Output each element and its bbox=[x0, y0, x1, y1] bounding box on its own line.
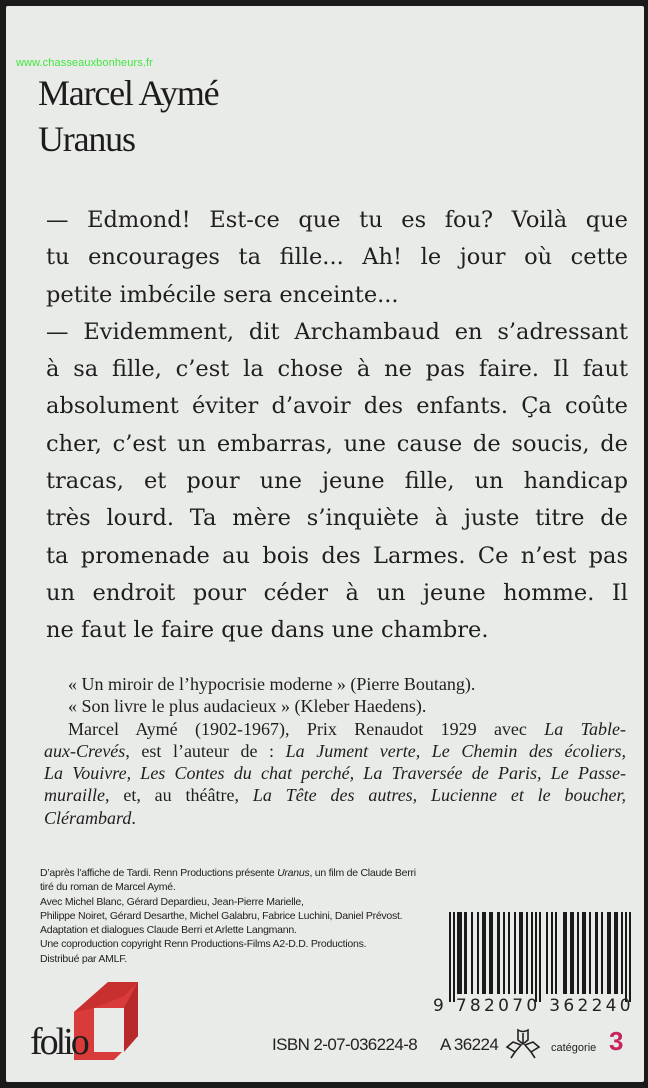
bio-work-title: La Tête des autres, Lucienne et le boucher, bbox=[252, 785, 626, 806]
bio-text: . bbox=[131, 807, 136, 828]
credits-line: Une coproduction copyright Renn Productions-Films A2-D.D. Productions. bbox=[40, 938, 367, 951]
review-quote: « Un miroir de l’hypocrisie moderne » (Pierre Boutang). bbox=[68, 674, 476, 694]
folio-logo-text: folio bbox=[30, 1021, 87, 1063]
bio-text: Marcel Aymé (1902-1967), Prix Renaudot 1929 avec bbox=[68, 718, 545, 739]
excerpt-line: très lourd. Ta mère s’inquiète à juste titre de bbox=[46, 505, 628, 532]
catalog-code: A 36224 bbox=[440, 1035, 499, 1054]
bio-work-title: La Jument verte, Le Chemin des écoliers, bbox=[285, 740, 626, 761]
isbn: ISBN 2-07-036224-8 bbox=[272, 1035, 418, 1054]
excerpt-line: tu encourages ta fille... Ah! le jour où cette bbox=[46, 244, 628, 271]
bio-work-title: Clérambard bbox=[44, 807, 132, 828]
excerpt-line: à sa fille, c’est la chose à ne pas faire. Il faut bbox=[46, 356, 628, 383]
review-quote: « Son livre le plus audacieux » (Kleber Haedens). bbox=[68, 696, 427, 717]
excerpt-passage bbox=[46, 202, 628, 650]
excerpt-line: — Edmond! Est-ce que tu es fou? Voilà que bbox=[46, 207, 628, 233]
credits-text: , un film de Claude Berri bbox=[309, 867, 416, 879]
excerpt-line: tracas, et pour une jeune fille, un handicap bbox=[46, 468, 628, 495]
excerpt-line: ne faut le faire que dans une chambre. bbox=[46, 617, 489, 644]
credits-text: D’après l’affiche de Tardi. Renn Productions présente bbox=[40, 867, 278, 879]
excerpt-line: cher, c’est un embarras, une cause de soucis, de bbox=[46, 430, 628, 457]
excerpt-line: ta promenade au bois des Larmes. Ce n’est pas bbox=[46, 542, 628, 569]
category-symbol-icon bbox=[505, 1028, 541, 1060]
author-name: Marcel Aymé bbox=[38, 73, 219, 113]
barcode bbox=[447, 912, 645, 1002]
barcode-digits: 9 782070 362240 bbox=[433, 996, 634, 1016]
excerpt-line: — Evidemment, dit Archambaud en s’adressant bbox=[46, 318, 628, 345]
excerpt-line: absolument éviter d’avoir des enfants. Ça coûte bbox=[46, 393, 628, 420]
credits-line: Philippe Noiret, Gérard Desarthe, Michel Galabru, Fabrice Luchini, Daniel Prévost. bbox=[40, 909, 403, 922]
bio-line bbox=[44, 762, 626, 784]
watermark-url: www.chasseauxbonheurs.fr bbox=[16, 57, 153, 69]
credits-line: Avec Michel Blanc, Gérard Depardieu, Jean-Pierre Marielle, bbox=[40, 895, 304, 908]
credits-line: Adaptation et dialogues Claude Berri et Arlette Langmann. bbox=[40, 924, 297, 937]
credits-line bbox=[40, 866, 460, 880]
bio-line bbox=[44, 784, 626, 806]
bio-work-title: La Vouivre, Les Contes du chat perché, La Traversée de Paris, Le Passe- bbox=[44, 763, 626, 784]
bio-work-title: muraille bbox=[44, 785, 105, 806]
book-title: Uranus bbox=[38, 119, 135, 159]
bio-line bbox=[44, 718, 626, 740]
bio-work-title: La Table- bbox=[544, 718, 626, 739]
excerpt-line: un endroit pour céder à un jeune homme. Il bbox=[46, 579, 628, 606]
author-bio bbox=[44, 718, 626, 829]
film-title: Uranus bbox=[277, 867, 310, 879]
bio-text: , est l’auteur de : bbox=[125, 740, 286, 761]
category-label: catégorie bbox=[551, 1042, 597, 1054]
bio-line bbox=[44, 740, 626, 762]
bio-work-title: aux-Crevés bbox=[44, 740, 126, 761]
film-credits bbox=[40, 866, 460, 966]
category-number: 3 bbox=[609, 1026, 624, 1056]
barcode-bars-icon bbox=[447, 912, 645, 1002]
bio-line bbox=[44, 807, 626, 829]
bio-text: , et, au théâtre, bbox=[105, 785, 253, 806]
credits-line: tiré du roman de Marcel Aymé. bbox=[40, 881, 176, 894]
credits-line: Distribué par AMLF. bbox=[40, 952, 127, 965]
reviews-and-bio bbox=[44, 673, 626, 829]
excerpt-line: petite imbécile sera enceinte... bbox=[46, 281, 399, 308]
